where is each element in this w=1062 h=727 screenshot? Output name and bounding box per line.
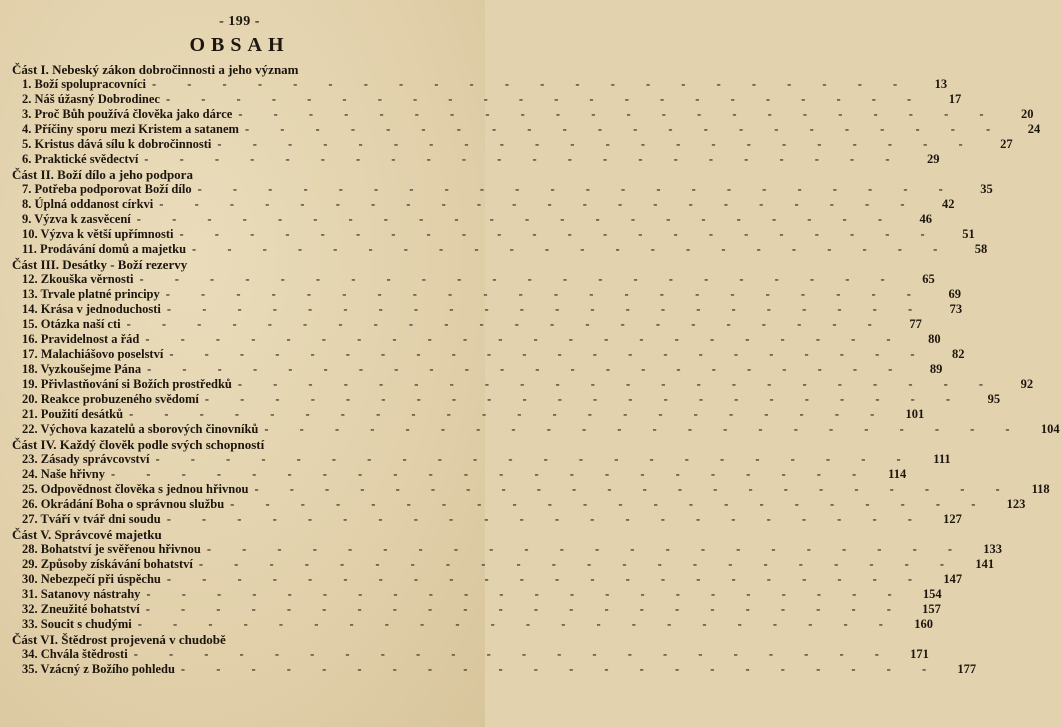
toc-entry[interactable] — [12, 107, 1034, 122]
chapter-title: 33. Soucit s chudými — [22, 617, 132, 631]
dot-leader: - - - - - - - - - - - - - - - - - - - - - - — [230, 497, 990, 511]
dot-leader: - - - - - - - - - - - - - - - - - - - - - - — [169, 347, 929, 361]
toc-entry[interactable] — [12, 332, 941, 347]
dot-leader: - - - - - - - - - - - - - - - - - - - - - - — [197, 182, 957, 196]
dot-leader: - - - - - - - - - - - - - - - - - - - - - - — [198, 557, 959, 571]
chapter-page-number: 118 — [1031, 482, 1050, 496]
dot-leader: - - - - - - - - - - - - - - - - - - - - - - — [139, 272, 899, 286]
dot-leader: - - - - - - - - - - - - - - - - - - - - - - — [126, 317, 886, 331]
dot-leader: - - - - - - - - - - - - - - - - - - - - - - — [136, 212, 896, 226]
dot-leader: - - - - - - - - - - - - - - - - - - - - - - — [237, 377, 998, 391]
toc-entry[interactable] — [12, 392, 1001, 407]
chapter-title: 1. Boží spolupracovníci — [22, 77, 146, 91]
dot-leader: - - - - - - - - - - - - - - - - - - - - - - — [159, 197, 919, 211]
chapter-page-number: 123 — [1006, 497, 1026, 511]
chapter-page-number: 69 — [948, 287, 961, 301]
dot-leader: - - - - - - - - - - - - - - - - - - - - - - — [144, 152, 904, 166]
toc-entry[interactable] — [12, 182, 993, 197]
dot-leader: - - - - - - - - - - - - - - - - - - - - - - — [166, 302, 927, 316]
dot-leader: - - - - - - - - - - - - - - - - - - - - - - — [129, 407, 889, 421]
chapter-page-number: 141 — [975, 557, 995, 571]
section-heading: Část I. Nebeský zákon dobročinnosti a jeho význam — [12, 62, 299, 77]
chapter-page-number: 35 — [980, 182, 993, 196]
chapter-title: 17. Malachiášovo poselství — [22, 347, 164, 361]
chapter-page-number: 17 — [948, 92, 962, 106]
chapter-title: 19. Přivlastňování si Božích prostředků — [22, 377, 232, 391]
chapter-title: 18. Vyzkoušejme Pána — [22, 362, 142, 376]
chapter-title: 8. Úplná oddanost církvi — [22, 197, 154, 211]
chapter-title: 30. Nebezpečí při úspěchu — [22, 572, 161, 586]
dot-leader: - - - - - - - - - - - - - - - - - - - - - - — [146, 587, 906, 601]
toc-entry[interactable] — [12, 572, 963, 587]
chapter-title: 32. Zneužité bohatství — [22, 602, 140, 616]
toc-entry[interactable] — [12, 197, 955, 212]
chapter-title: 22. Výchova kazatelů a sborových činovníků — [22, 422, 259, 436]
toc-entry[interactable] — [12, 467, 907, 482]
chapter-title: 27. Tváří v tvář dni soudu — [22, 512, 161, 526]
chapter-page-number: 177 — [957, 662, 977, 676]
chapter-title: 20. Reakce probuzeného svědomí — [22, 392, 199, 406]
section-heading: Část V. Správcové majetku — [12, 527, 162, 542]
section-heading: Část III. Desátky - Boží rezervy — [12, 257, 188, 272]
toc-entry[interactable] — [12, 482, 1050, 497]
dot-leader: - - - - - - - - - - - - - - - - - - - - - - — [151, 77, 912, 91]
dot-leader: - - - - - - - - - - - - - - - - - - - - - - — [254, 482, 1014, 496]
chapter-page-number: 160 — [914, 617, 933, 631]
chapter-title: 10. Výzva k větší upřímnosti — [22, 227, 174, 241]
toc-entry[interactable] — [12, 422, 1060, 437]
toc-entry[interactable] — [12, 662, 977, 677]
dot-leader: - - - - - - - - - - - - - - - - - - - - - - — [264, 422, 1024, 436]
chapter-title: 28. Bohatství je svěřenou hřivnou — [22, 542, 201, 556]
section-heading: Část VI. Štědrost projevená v chudobě — [12, 632, 226, 647]
chapter-page-number: 95 — [987, 392, 1001, 406]
dot-leader: - - - - - - - - - - - - - - - - - - - - - - — [180, 662, 941, 676]
toc-entry[interactable] — [12, 587, 942, 602]
chapter-title: 12. Zkouška věrnosti — [22, 272, 134, 286]
chapter-page-number: 13 — [934, 77, 948, 91]
dot-leader: - - - - - - - - - - - - - - - - - - - - - - — [147, 362, 907, 376]
chapter-title: 16. Pravidelnost a řád — [22, 332, 140, 346]
toc-entry[interactable] — [12, 407, 925, 422]
dot-leader: - - - - - - - - - - - - - - - - - - - - - - — [133, 647, 893, 661]
toc-entry[interactable] — [12, 317, 922, 332]
dot-leader: - - - - - - - - - - - - - - - - - - - - - - — [166, 572, 927, 586]
dot-leader: - - - - - - - - - - - - - - - - - - - - - - — [165, 287, 925, 301]
chapter-title: 29. Způsoby získávání bohatství — [22, 557, 193, 571]
dot-leader: - - - - - - - - - - - - - - - - - - - - - - — [179, 227, 939, 241]
chapter-title: 6. Praktické svědectví — [22, 152, 139, 166]
chapter-page-number: 42 — [941, 197, 955, 211]
toc-entry[interactable] — [12, 377, 1034, 392]
section-heading: Část II. Boží dílo a jeho podpora — [12, 167, 193, 182]
dot-leader: - - - - - - - - - - - - - - - - - - - - - - — [165, 92, 926, 106]
chapter-title: 11. Prodávání domů a majetku — [22, 242, 187, 256]
toc-entry[interactable] — [12, 272, 935, 287]
chapter-title: 9. Výzva k zasvěcení — [22, 212, 131, 226]
chapter-page-number: 147 — [943, 572, 963, 586]
toc-entry[interactable] — [12, 347, 965, 362]
chapter-title: 34. Chvála štědrosti — [22, 647, 128, 661]
chapter-title: 23. Zásady správcovství — [22, 452, 150, 466]
toc-entry[interactable] — [12, 497, 1026, 512]
chapter-page-number: 65 — [922, 272, 935, 286]
chapter-page-number: 114 — [888, 467, 907, 481]
chapter-title: 4. Příčiny sporu mezi Kristem a satanem — [22, 122, 239, 136]
dot-leader: - - - - - - - - - - - - - - - - - - - - - - — [192, 242, 952, 256]
chapter-page-number: 82 — [952, 347, 965, 361]
chapter-title: 5. Kristus dává sílu k dobročinnosti — [22, 137, 212, 151]
table-of-contents — [12, 62, 1060, 677]
toc-entry[interactable] — [12, 287, 961, 302]
chapter-page-number: 29 — [927, 152, 940, 166]
chapter-page-number: 111 — [933, 452, 951, 466]
chapter-title: 7. Potřeba podporovat Boží dílo — [22, 182, 192, 196]
chapter-title: 35. Vzácný z Božího pohledu — [22, 662, 175, 676]
chapter-title: 13. Trvale platné principy — [22, 287, 160, 301]
toc-entry[interactable] — [12, 302, 963, 317]
toc-entry[interactable] — [12, 362, 943, 377]
chapter-page-number: 104 — [1040, 422, 1060, 436]
toc-entry[interactable] — [12, 122, 1041, 137]
toc-entry[interactable] — [12, 137, 1013, 152]
toc-entry[interactable] — [12, 92, 962, 107]
chapter-page-number: 58 — [974, 242, 988, 256]
chapter-page-number: 171 — [910, 647, 929, 661]
dot-leader: - - - - - - - - - - - - - - - - - - - - - - — [204, 392, 965, 406]
chapter-page-number: 27 — [1000, 137, 1013, 151]
chapter-title: 14. Krása v jednoduchosti — [22, 302, 161, 316]
dot-leader: - - - - - - - - - - - - - - - - - - - - - - — [206, 542, 967, 556]
chapter-page-number: 73 — [949, 302, 963, 316]
chapter-page-number: 24 — [1027, 122, 1041, 136]
chapter-page-number: 77 — [909, 317, 922, 331]
toc-entry[interactable] — [12, 647, 929, 662]
chapter-page-number: 89 — [929, 362, 943, 376]
chapter-title: 24. Naše hřivny — [22, 467, 105, 481]
page-title: OBSAH — [189, 34, 290, 56]
chapter-page-number: 133 — [983, 542, 1003, 556]
page-number: - 199 - — [219, 14, 260, 29]
toc-entry[interactable] — [12, 227, 975, 242]
chapter-title: 3. Proč Bůh používá člověka jako dárce — [22, 107, 233, 121]
dot-leader: - - - - - - - - - - - - - - - - - - - - - - — [145, 332, 905, 346]
chapter-page-number: 92 — [1020, 377, 1034, 391]
dot-leader: - - - - - - - - - - - - - - - - - - - - - - — [217, 137, 977, 151]
toc-entry[interactable] — [12, 557, 995, 572]
chapter-title: 2. Náš úžasný Dobrodinec — [22, 92, 160, 106]
chapter-page-number: 127 — [943, 512, 962, 526]
dot-leader: - - - - - - - - - - - - - - - - - - - - - - — [145, 602, 905, 616]
chapter-page-number: 154 — [922, 587, 942, 601]
toc-entry[interactable] — [12, 212, 932, 227]
chapter-page-number: 46 — [919, 212, 932, 226]
toc-entry[interactable] — [12, 602, 941, 617]
dot-leader: - - - - - - - - - - - - - - - - - - - - - - — [238, 107, 998, 121]
chapter-page-number: 51 — [962, 227, 975, 241]
toc-entry[interactable] — [12, 152, 940, 167]
section-heading: Část IV. Každý člověk podle svých schopností — [12, 437, 265, 452]
toc-entry[interactable] — [12, 452, 951, 467]
chapter-page-number: 101 — [905, 407, 925, 421]
chapter-title: 15. Otázka naší cti — [22, 317, 121, 331]
dot-leader: - - - - - - - - - - - - - - - - - - - - - - — [111, 467, 871, 481]
chapter-title: 25. Odpovědnost člověka s jednou hřivnou — [22, 482, 249, 496]
toc-entry[interactable] — [12, 617, 933, 632]
dot-leader: - - - - - - - - - - - - - - - - - - - - - - — [137, 617, 897, 631]
toc-entry[interactable] — [12, 242, 988, 257]
toc-entry[interactable] — [12, 77, 948, 92]
chapter-title: 21. Použití desátků — [22, 407, 124, 421]
dot-leader: - - - - - - - - - - - - - - - - - - - - - - — [166, 512, 926, 526]
chapter-page-number: 157 — [922, 602, 941, 616]
toc-entry[interactable] — [12, 512, 962, 527]
dot-leader: - - - - - - - - - - - - - - - - - - - - - - — [244, 122, 1005, 136]
chapter-title: 31. Satanovy nástrahy — [22, 587, 141, 601]
chapter-title: 26. Okrádání Boha o správnou službu — [22, 497, 225, 511]
toc-entry[interactable] — [12, 542, 1003, 557]
chapter-page-number: 20 — [1021, 107, 1034, 121]
dot-leader: - - - - - - - - - - - - - - - - - - - - - - — [155, 452, 915, 466]
chapter-page-number: 80 — [928, 332, 941, 346]
